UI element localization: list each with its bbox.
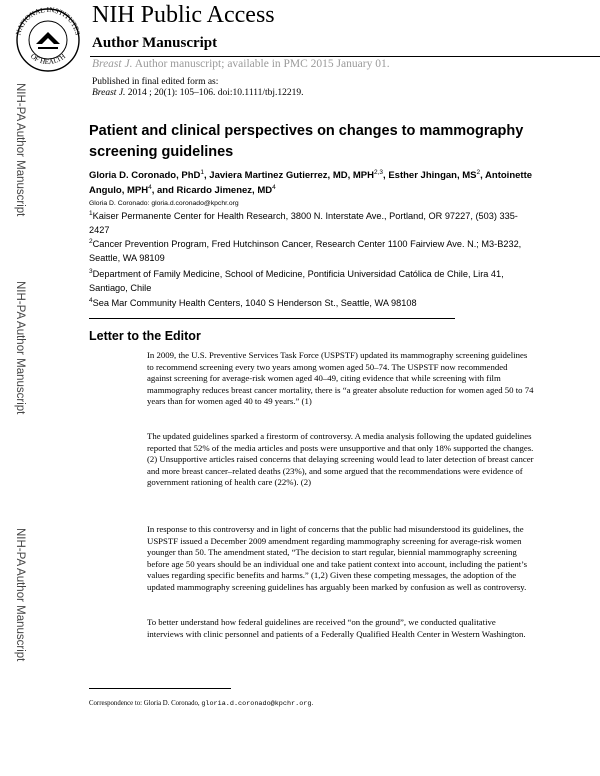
- side-label: NIH-PA Author Manuscript: [14, 528, 26, 662]
- author-affil-sup: 2,3: [374, 168, 384, 176]
- logo-text-top: NATIONAL INSTITUTES: [14, 5, 82, 36]
- author-name: Esther Jhingan, MS: [388, 170, 477, 181]
- affiliation-divider: [89, 318, 455, 319]
- footnote-end: .: [311, 700, 314, 707]
- footnote-email-link[interactable]: gloria.d.coronado@kpchr.org: [201, 700, 312, 708]
- affiliation-sup: 4: [89, 296, 93, 304]
- svg-text:OF HEALTH: [29, 52, 67, 66]
- author-affil-sup: 4: [148, 183, 152, 191]
- footnote-divider: [89, 688, 231, 689]
- citation: [92, 88, 304, 98]
- author-manuscript-label: Author Manuscript: [92, 35, 218, 51]
- body-paragraph: In 2009, the U.S. Preventive Services Task Force (USPSTF) updated its mammography screening guidelines to recommend screening every two years among women aged 50–74. The USPSTF now recommended against screening for average-risk women aged 40–49, citing evidence that while screening with film mammography reduces breast cancer mortality, there is “a greater absolute reduction for women aged 50 to 74 years than for women aged 40 to 49 years.” (1): [147, 350, 534, 407]
- affiliation-sup: 2: [89, 237, 93, 245]
- nih-logo: [10, 2, 88, 72]
- affiliation-text: Kaiser Permanente Center for Health Research, 3800 N. Interstate Ave., Portland, OR 97227, (503) 335-2427: [89, 211, 518, 235]
- availability-journal: Breast J.: [92, 58, 133, 70]
- body-paragraph: In response to this controversy and in light of concerns that the public had misunderstood its guidelines, the USPSTF issued a December 2009 amendment regarding mammography screening for average-risk women younger than 50. The amendment stated, “The decision to start regular, biennial mammography screening before age 50 years should be an individual one and take patient context into account, including the patient’s values regarding specific benefits and harms.” (1,2) Given these competing messages, the adoption of the updated mammography screening guidelines has arguably been marked by confusion as well as controversy.: [147, 524, 528, 592]
- published-label: Published in final edited form as:: [92, 77, 219, 87]
- affiliation: [89, 210, 529, 237]
- author-affil-sup: 1: [200, 168, 204, 176]
- author-affil-sup: 2: [476, 168, 481, 176]
- author-list: Gloria D. Coronado, PhD$^1$, Javiera Martinez Gutierrez, MD, MPH$^{2,3}$, Esther Jhingan, $MS^2$, Antoinette Angulo, MPH$^4$, and Ricardo Jimenez, $MD^4$: [89, 168, 533, 196]
- author-name: Javiera Martinez Gutierrez, MD, MPH: [209, 170, 374, 181]
- affiliation: [89, 268, 529, 295]
- affiliation-sup: 1: [89, 209, 93, 217]
- nih-public-access-title: NIH Public Access: [92, 2, 275, 28]
- author-name: Gloria D. Coronado, PhD: [89, 170, 201, 181]
- availability-text: Author manuscript; available in PMC 2015 January 01.: [132, 58, 390, 70]
- author-affil-sup: 4: [272, 183, 276, 191]
- side-label: NIH-PA Author Manuscript: [14, 83, 26, 217]
- affiliation: [89, 297, 529, 311]
- affiliation: [89, 238, 529, 265]
- affiliation-sup: 3: [89, 267, 93, 275]
- citation-text: 2014 ; 20(1): 105–106. doi:10.1111/tbj.12219.: [125, 88, 304, 98]
- body-paragraph: To better understand how federal guidelines are received “on the ground”, we conducted qualitative interviews with clinic personnel and patients of a Federally Qualified Health Center in Western Washington.: [147, 617, 526, 639]
- header-divider: [90, 56, 600, 57]
- correspondence-footnote: [89, 700, 313, 708]
- author-name: Ricardo Jimenez, MD: [176, 185, 273, 196]
- availability-note: [92, 58, 390, 70]
- footnote-label: Correspondence to: Gloria D. Coronado,: [89, 700, 202, 707]
- author-name: Antoinette Angulo, MPH: [89, 170, 533, 196]
- side-label: NIH-PA Author Manuscript: [14, 281, 26, 415]
- affiliation-text: Department of Family Medicine, School of Medicine, Pontificia Universidad Católica de Chile, Lira 41, Santiago, Chile: [89, 269, 504, 293]
- author-email-line: Gloria D. Coronado: gloria.d.coronado@kpchr.org: [89, 200, 239, 207]
- body-paragraph: The updated guidelines sparked a firestorm of controversy. A media analysis following the updated guidelines reported that 52% of the media articles and posts were unsupportive and that only 18% supported the changes.(2) Unsupportive articles raised concerns that delaying screening would lead to later detection of breast cancer and more breast cancer–related deaths (23%), and some argued that the recommendations were evidence of government rationing of health care (22%). (2): [147, 431, 534, 488]
- affiliation-text: Cancer Prevention Program, Fred Hutchinson Cancer, Research Center 1100 Fairview Ave. N.; M3-B232, Seattle, WA 98109: [89, 239, 522, 263]
- logo-text-bottom: OF HEALTH: [28, 52, 68, 67]
- affiliation-text: Sea Mar Community Health Centers, 1040 S Henderson St., Seattle, WA 98108: [92, 298, 417, 308]
- citation-journal: Breast J.: [92, 88, 126, 98]
- section-heading: Letter to the Editor: [89, 329, 201, 343]
- article-title: Patient and clinical perspectives on changes to mammography screening guidelines: [89, 123, 524, 160]
